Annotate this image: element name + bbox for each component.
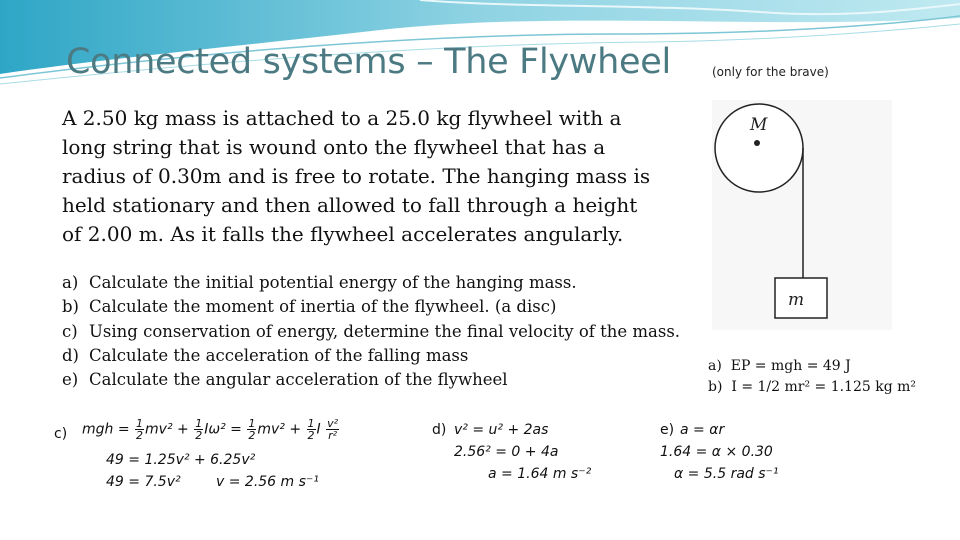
list-item	[62, 344, 680, 368]
list-item	[62, 271, 680, 295]
item-text: Calculate the acceleration of the falling mass	[89, 345, 469, 365]
item-letter: e)	[62, 370, 79, 390]
working-d	[432, 422, 632, 492]
flywheel-diagram	[712, 100, 892, 330]
flywheel-label: M	[750, 115, 768, 135]
item-text: Calculate the moment of inertia of the flywheel. (a disc)	[89, 297, 557, 317]
answer-a: a) EP = mgh = 49 J	[708, 358, 851, 374]
working-line: v = 2.56 m s⁻¹	[216, 474, 319, 490]
problem-statement: A 2.50 kg mass is attached to a 25.0 kg flywheel with a long string that is wound onto the flywheel that has a radius of 0.30m and is free to rotate. The hanging mass is held stationary and then allowed to fall through a height of 2.00 m. As it falls the flywheel accelerates angularly.	[62, 106, 651, 246]
working-label: d)	[432, 422, 447, 438]
flywheel-axle	[754, 140, 760, 146]
list-item	[62, 295, 680, 319]
item-letter: c)	[62, 321, 78, 341]
working-line: mgh = $\frac{1}{2}$ mv² + $\frac{1}{2}$ Iω² = $\frac{1}{2}$ mv² + $\frac{1}{2}$ I $\frac{\text{v²}}{\text{r²}}$	[82, 417, 339, 442]
slide-subtitle: (only for the brave)	[712, 65, 829, 79]
item-letter: b)	[62, 297, 79, 317]
mass-label: m	[788, 290, 805, 310]
list-item	[62, 320, 680, 344]
working-line: v² = u² + 2as	[454, 422, 549, 438]
working-line: 2.56² = 0 + 4a	[454, 444, 559, 460]
working-line: 1.64 = α × 0.30	[660, 444, 773, 460]
item-text: Calculate the angular acceleration of the flywheel	[89, 370, 508, 390]
working-line: 49 = 1.25v² + 6.25v²	[106, 452, 256, 468]
working-label: e)	[660, 422, 675, 438]
working-line: α = 5.5 rad s⁻¹	[674, 466, 779, 482]
working-c	[54, 418, 384, 498]
working-line: a = αr	[680, 422, 725, 438]
item-text: Calculate the initial potential energy of the hanging mass.	[89, 273, 577, 292]
working-label: c)	[54, 426, 68, 442]
answers-block	[708, 356, 916, 398]
answer-b: b) I = 1/2 mr² = 1.125 kg m²	[708, 379, 917, 395]
item-text: Using conservation of energy, determine the final velocity of the mass.	[89, 321, 681, 341]
item-letter: a)	[62, 273, 79, 292]
working-line: a = 1.64 m s⁻²	[488, 466, 592, 482]
working-line: 49 = 7.5v²	[106, 474, 181, 490]
item-letter: d)	[62, 345, 79, 365]
working-e	[660, 422, 860, 492]
list-item	[62, 368, 680, 392]
slide-title: Connected systems – The Flywheel	[66, 42, 671, 82]
question-list	[62, 271, 680, 392]
